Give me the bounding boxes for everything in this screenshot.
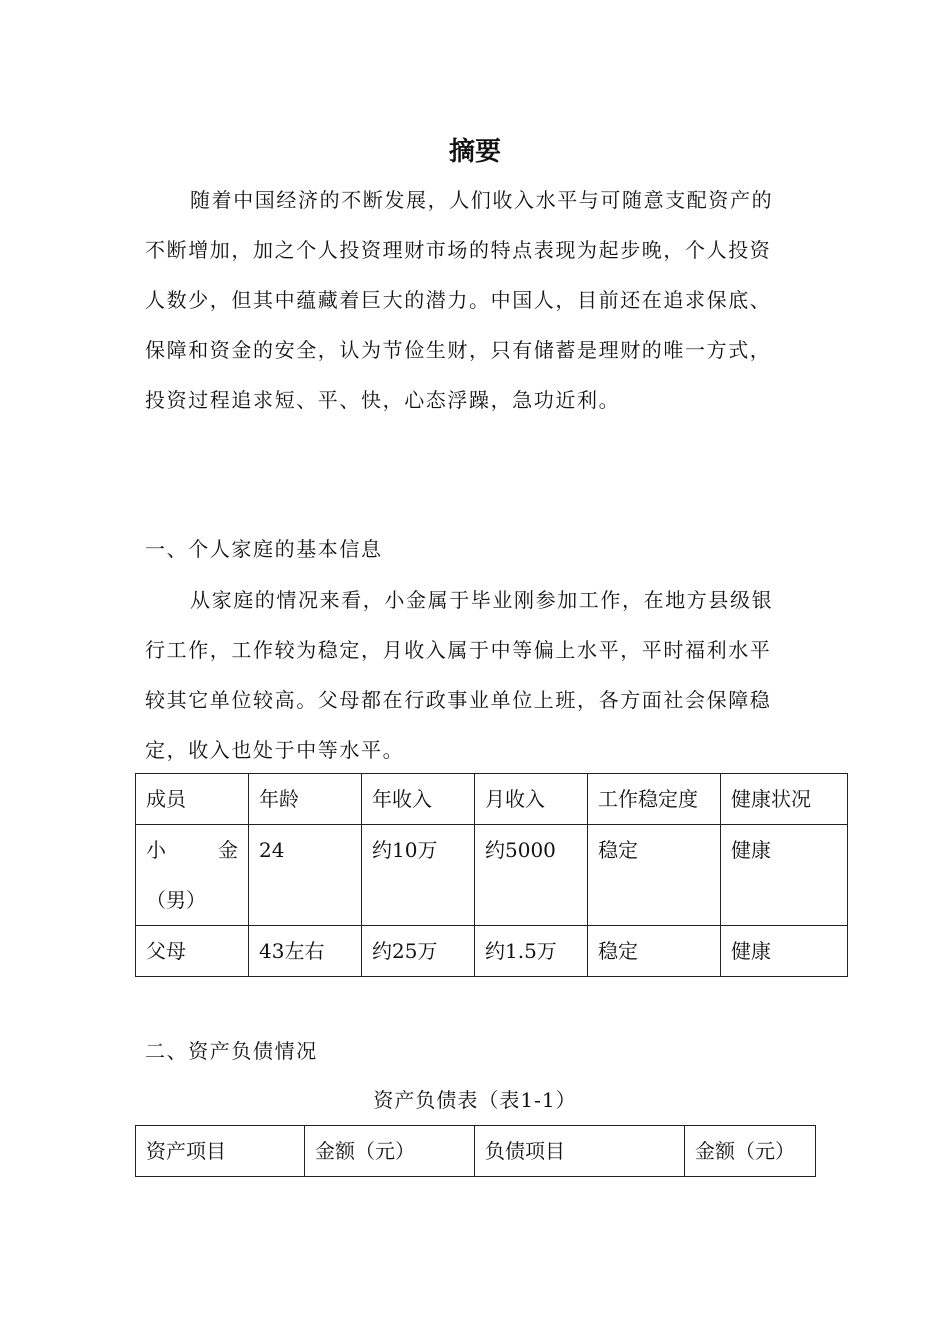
abstract-line: 投资过程追求短、平、快，心态浮躁，急功近利。 — [145, 388, 621, 412]
cell-monthly-income: 约1.5万 — [475, 926, 588, 977]
section1-line: 定，收入也处于中等水平。 — [145, 738, 405, 762]
member-name — [146, 825, 238, 875]
cell-member — [136, 825, 249, 926]
page-title: 摘要 — [448, 137, 501, 167]
abstract-line: 保障和资金的安全，认为节俭生财，只有储蓄是理财的唯一方式， — [145, 338, 772, 362]
cell-annual-income: 约10万 — [362, 825, 475, 926]
table-caption: 资产负债表（表1-1） — [373, 1088, 577, 1112]
table-header-row — [136, 774, 848, 825]
balance-sheet-table — [135, 1125, 816, 1177]
cell-member: 父母 — [136, 926, 249, 977]
header-cell-asset-item: 资产项目 — [136, 1126, 305, 1177]
cell-age: 43左右 — [249, 926, 362, 977]
section1-heading: 一、个人家庭的基本信息 — [145, 537, 383, 561]
cell-job-stability: 稳定 — [588, 926, 721, 977]
header-cell-liability-item: 负债项目 — [475, 1126, 685, 1177]
cell-health: 健康 — [721, 825, 848, 926]
member-gender: （男） — [146, 888, 206, 912]
table-row — [136, 926, 848, 977]
abstract-line: 人数少，但其中蕴藏着巨大的潜力。中国人，目前还在追求保底、 — [145, 288, 772, 312]
family-info-table — [135, 773, 848, 977]
header-cell-monthly-income: 月收入 — [475, 774, 588, 825]
header-cell-job-stability: 工作稳定度 — [588, 774, 721, 825]
cell-age: 24 — [249, 825, 362, 926]
section2-heading: 二、资产负债情况 — [145, 1039, 318, 1063]
cell-annual-income: 约25万 — [362, 926, 475, 977]
abstract-line: 不断增加，加之个人投资理财市场的特点表现为起步晚，个人投资 — [145, 238, 772, 262]
cell-monthly-income: 约5000 — [475, 825, 588, 926]
abstract-line: 随着中国经济的不断发展，人们收入水平与可随意支配资产的 — [190, 188, 774, 212]
section1-line: 行工作，工作较为稳定，月收入属于中等偏上水平，平时福利水平 — [145, 638, 772, 662]
member-name-part: 金 — [218, 838, 238, 862]
header-cell-annual-income: 年收入 — [362, 774, 475, 825]
member-name-part: 小 — [146, 838, 166, 862]
section1-paragraph — [145, 575, 815, 775]
section1-line: 从家庭的情况来看，小金属于毕业刚参加工作，在地方县级银 — [190, 588, 774, 612]
header-cell-asset-amount: 金额（元） — [305, 1126, 475, 1177]
abstract-paragraph — [145, 175, 815, 425]
header-cell-health: 健康状况 — [721, 774, 848, 825]
cell-health: 健康 — [721, 926, 848, 977]
section1-line: 较其它单位较高。父母都在行政事业单位上班，各方面社会保障稳 — [145, 688, 772, 712]
header-cell-member: 成员 — [136, 774, 249, 825]
table-header-row — [136, 1126, 816, 1177]
cell-job-stability: 稳定 — [588, 825, 721, 926]
header-cell-liability-amount: 金额（元） — [685, 1126, 816, 1177]
table-row — [136, 825, 848, 926]
header-cell-age: 年龄 — [249, 774, 362, 825]
